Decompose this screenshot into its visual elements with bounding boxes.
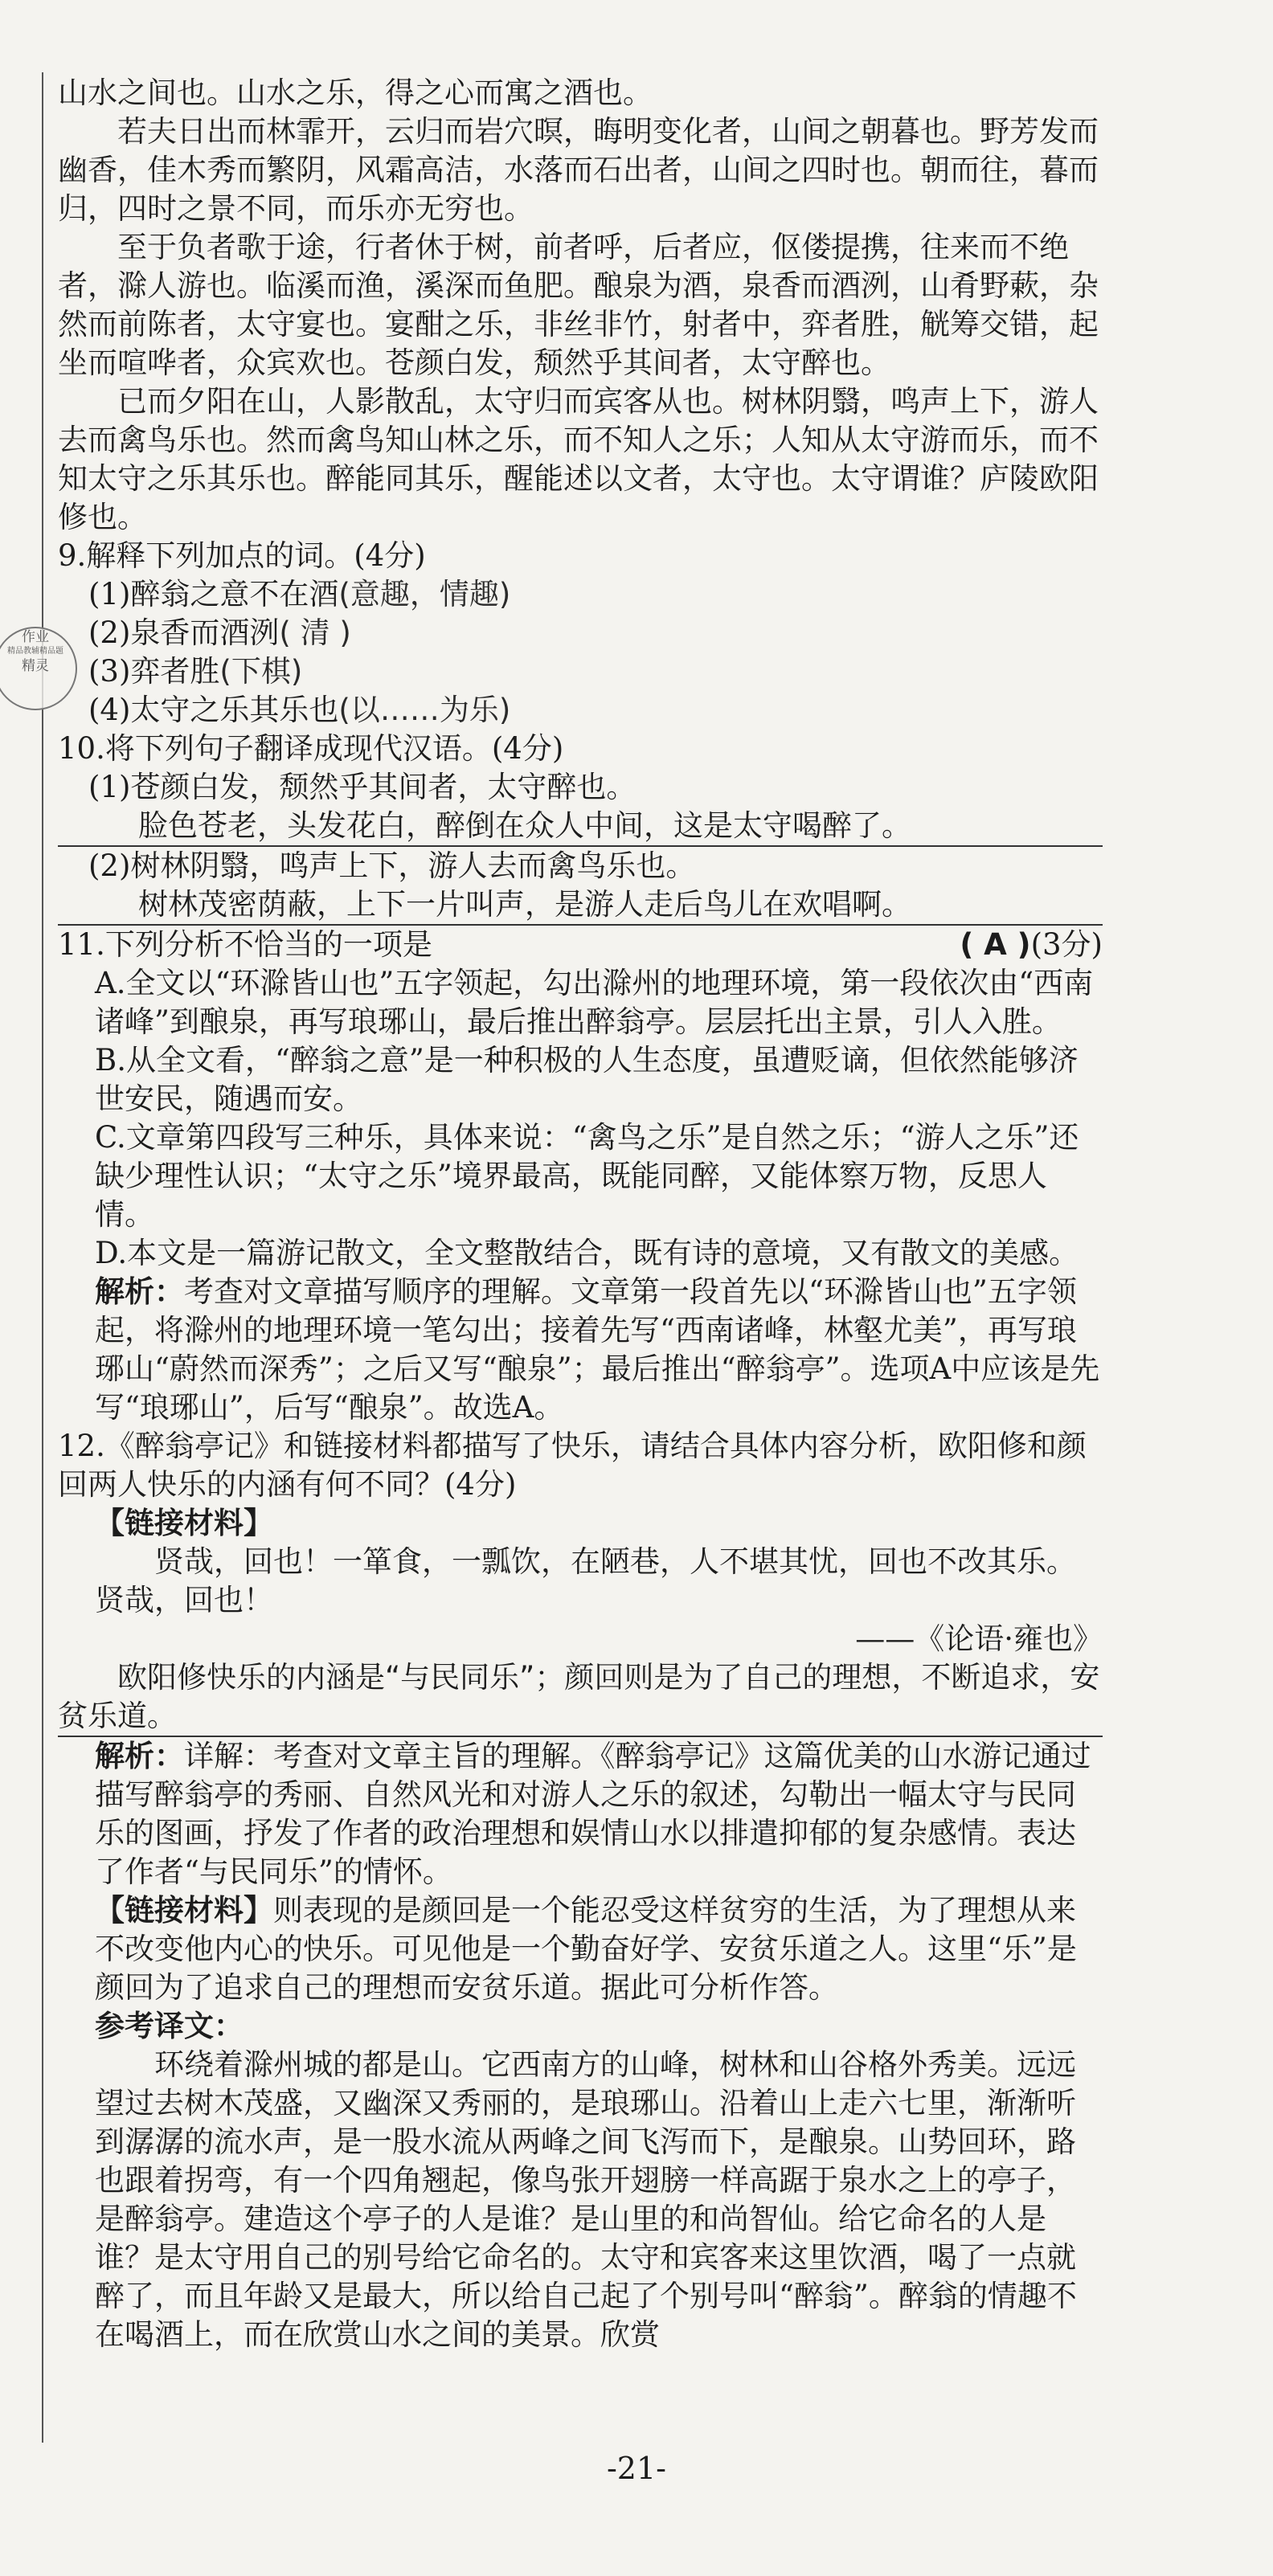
question-9-item: (2)泉香而酒洌( 清 ) — [88, 615, 351, 650]
question-9-item: (1)醉翁之意不在酒(意趣，情趣) — [88, 577, 511, 611]
question-11-header — [58, 926, 1103, 964]
option-a: A.全文以“环滁皆山也”五字领起，勾出滁州的地理环境，第一段依次由“西南诸峰”到酿泉，再写琅琊山，最后推出醉翁亭。层层托出主景，引人入胜。 — [95, 966, 1094, 1039]
watermark-stamp: 作业 精品教辅精品题 精灵 — [0, 627, 77, 710]
handwritten-answer: (下棋) — [219, 654, 303, 689]
handwritten-answer-line: 树林茂密荫蔽，上下一片叫声，是游人走后鸟儿在欢唱啊。 — [58, 885, 1103, 926]
handwritten-answer: (以……为乐) — [338, 693, 511, 727]
question-10-item: (1)苍颜白发，颓然乎其间者，太守醉也。 — [88, 770, 636, 804]
question-9-item: (4)太守之乐其乐也(以……为乐) — [88, 693, 511, 727]
passage-paragraph: 山水之间也。山水之乐，得之心而寓之酒也。 — [58, 76, 653, 110]
question-12-title: 12.《醉翁亭记》和链接材料都描写了快乐，请结合具体内容分析，欧阳修和颜回两人快乐的内涵有何不同？(4分) — [58, 1429, 1087, 1502]
question-9-title: 9.解释下列加点的词。(4分) — [58, 538, 426, 573]
handwritten-answer: (意趣，情趣) — [338, 577, 511, 611]
question-12-analysis-link: 【链接材料】则表现的是颜回是一个能忍受这样贫穷的生活，为了理想从来不改变他内心的快乐。可见他是一个勤奋好学、安贫乐道之人。这里“乐”是颜回为了追求自己的理想而安贫乐道。据此可分析作答。 — [95, 1893, 1077, 2005]
handwritten-answer-block: 欧阳修快乐的内涵是“与民同乐”；颜回则是为了自己的理想，不断追求，安贫乐道。 — [58, 1658, 1103, 1737]
passage-paragraph: 至于负者歌于途，行者休于树，前者呼，后者应，伛偻提携，往来而不绝者，滁人游也。临溪而渔，溪深而鱼肥。酿泉为酒，泉香而酒洌，山肴野蔌，杂然而前陈者，太守宴也。宴酣之乐，非丝非竹，射者中，弈者胜，觥筹交错，起坐而喧哗者，众宾欢也。苍颜白发，颓然乎其间者，太守醉也。 — [58, 230, 1099, 380]
translation-label: 参考译文： — [95, 2009, 244, 2043]
handwritten-answer: ( 清 ) — [279, 615, 351, 650]
passage-paragraph: 已而夕阳在山，人影散乱，太守归而宾客从也。树林阴翳，鸣声上下，游人去而禽鸟乐也。然而禽鸟知山林之乐，而不知人之乐；人知从太守游而乐，而不知太守之乐其乐也。醉能同其乐，醒能述以文者，太守也。太守谓谁？庐陵欧阳修也。 — [58, 384, 1099, 534]
binding-margin-line — [42, 72, 43, 2443]
option-b: B.从全文看，“醉翁之意”是一种积极的人生态度，虽遭贬谪，但依然能够济世安民，随遇而安。 — [95, 1043, 1079, 1116]
option-c: C.文章第四段写三种乐，具体来说：“禽鸟之乐”是自然之乐；“游人之乐”还缺少理性认识；“太守之乐”境界最高，既能同醉，又能体察万物，反思人情。 — [95, 1120, 1079, 1232]
question-9-item: (3)弈者胜(下棋) — [88, 654, 303, 689]
main-content — [58, 74, 1103, 2354]
option-d: D.本文是一篇游记散文，全文整散结合，既有诗的意境，又有散文的美感。 — [95, 1236, 1079, 1270]
page-number: -21- — [606, 2451, 667, 2486]
question-11-analysis: 解析：考查对文章描写顺序的理解。文章第一段首先以“环滁皆山也”五字领起，将滁州的地理环境一笔勾出；接着先写“西南诸峰，林壑尤美”，再写琅琊山“蔚然而深秀”；之后又写“酿泉”；最后推出“醉翁亭”。选项A中应该是先写“琅琊山”，后写“酿泉”。故选A。 — [95, 1274, 1100, 1425]
link-material-source: ——《论语·雍也》 — [855, 1621, 1103, 1656]
question-11-title: 11.下列分析不恰当的一项是 — [58, 927, 432, 962]
question-10-title: 10.将下列句子翻译成现代汉语。(4分) — [58, 731, 564, 766]
translation-text: 环绕着滁州城的都是山。它西南方的山峰，树林和山谷格外秀美。远远望过去树木茂盛，又幽深又秀丽的，是琅琊山。沿着山上走六七里，渐渐听到潺潺的流水声，是一股水流从两峰之间飞泻而下，是酿泉。山势回环，路也跟着拐弯，有一个四角翘起，像鸟张开翅膀一样高踞于泉水之上的亭子，是醉翁亭。建造这个亭子的人是谁？是山里的和尚智仙。给它命名的人是谁？是太守用自己的别号给它命名的。太守和宾客来这里饮酒，喝了一点就醉了，而且年龄又是最大，所以给自己起了个别号叫“醉翁”。醉翁的情趣不在喝酒上，而在欣赏山水之间的美景。欣赏 — [95, 2047, 1077, 2352]
question-12-analysis: 解析：详解：考查对文章主旨的理解。《醉翁亭记》这篇优美的山水游记通过描写醉翁亭的秀丽、自然风光和对游人之乐的叙述，勾勒出一幅太守与民同乐的图画，抒发了作者的政治理想和娱情山水以排遣抑郁的复杂感情。表达了作者“与民同乐”的情怀。 — [95, 1739, 1091, 1889]
link-material-text: 贤哉，回也！一箪食，一瓢饮，在陋巷，人不堪其忧，回也不改其乐。贤哉，回也！ — [95, 1544, 1076, 1617]
question-10-item: (2)树林阴翳，鸣声上下，游人去而禽鸟乐也。 — [88, 848, 696, 883]
passage-paragraph: 若夫日出而林霏开，云归而岩穴暝，晦明变化者，山间之朝暮也。野芳发而幽香，佳木秀而繁阴，风霜高洁，水落而石出者，山间之四时也。朝而往，暮而归，四时之景不同，而乐亦无穷也。 — [58, 114, 1099, 226]
handwritten-answer-line: 脸色苍老，头发花白，醉倒在众人中间，这是太守喝醉了。 — [58, 807, 1103, 847]
question-11-answer-slot: ( A )(3分) — [960, 927, 1103, 962]
link-material-label: 【链接材料】 — [95, 1506, 273, 1540]
